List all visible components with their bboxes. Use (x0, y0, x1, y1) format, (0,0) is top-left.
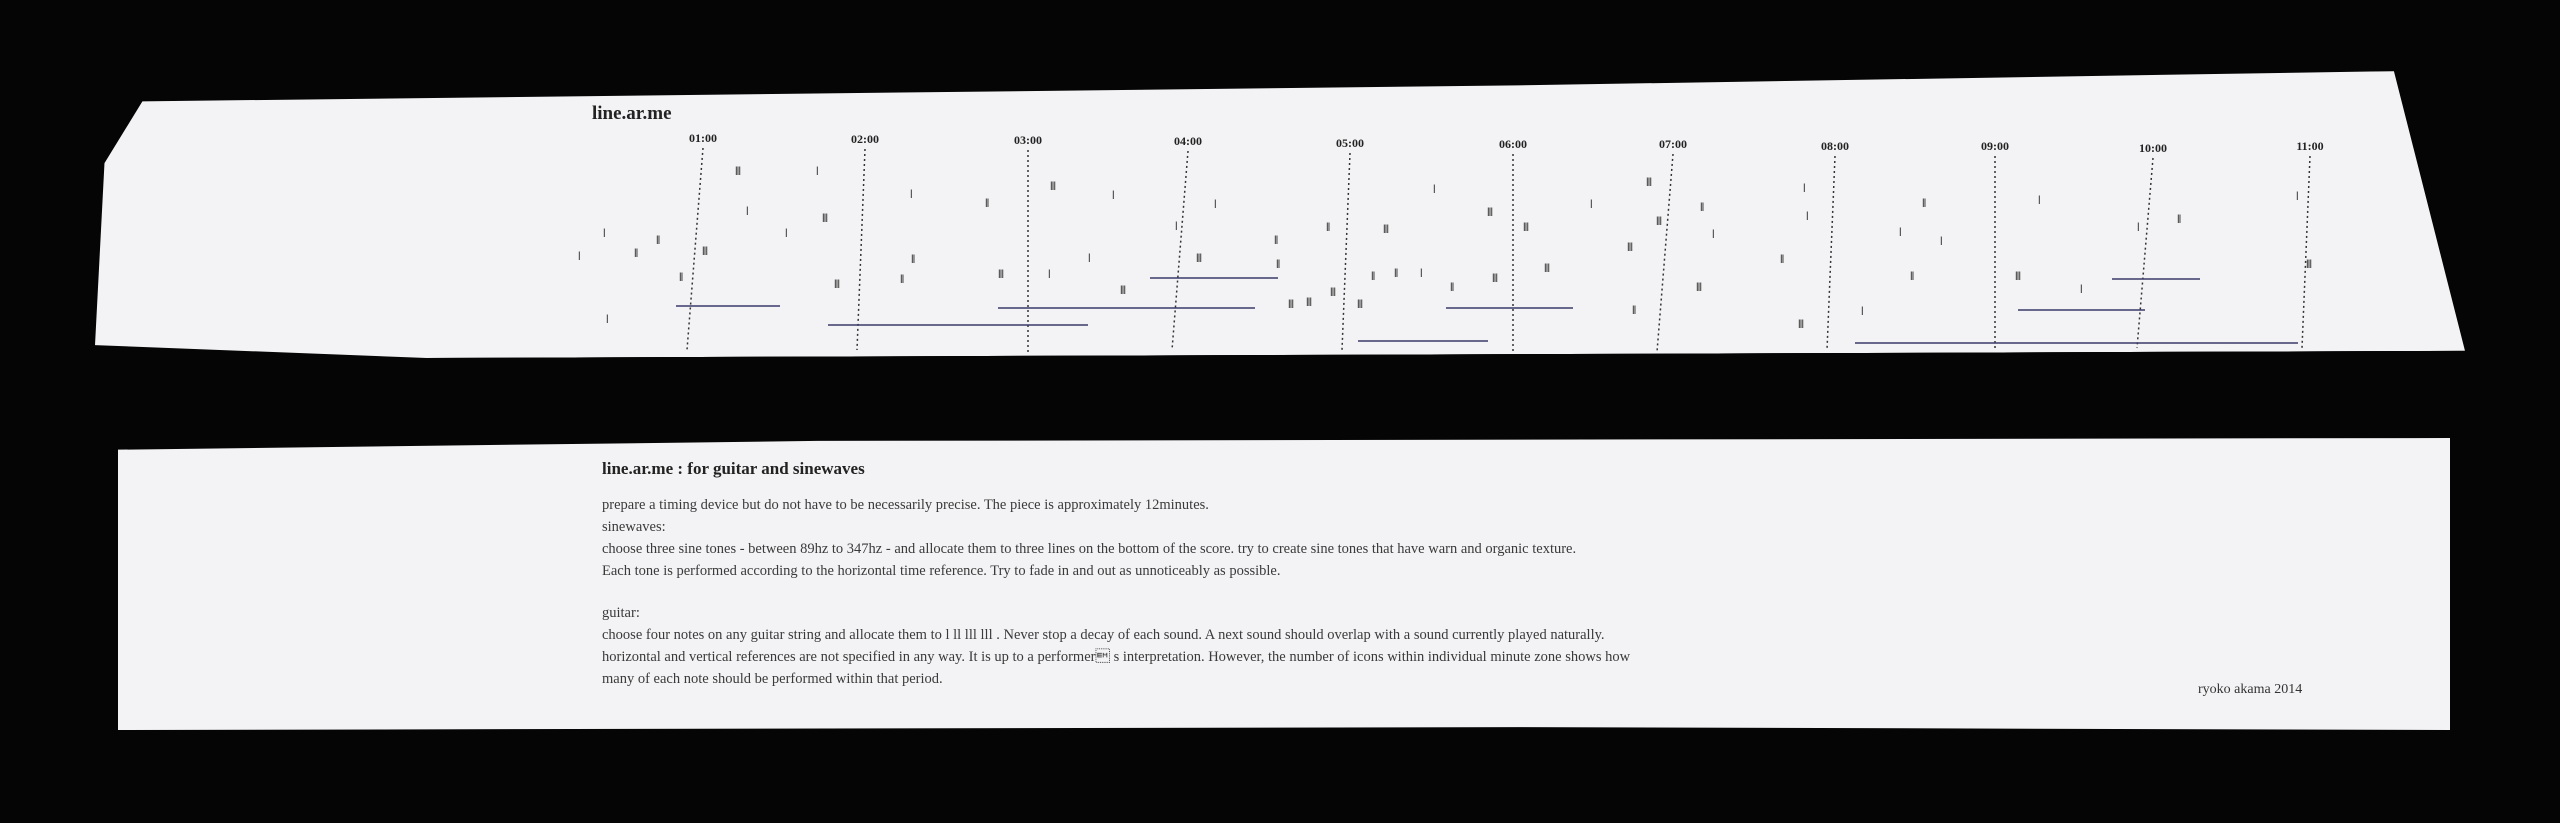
guitar-note-marker: lll (1306, 295, 1311, 309)
guitar-note-marker: lll (702, 244, 707, 258)
guitar-note-marker: l (816, 164, 818, 178)
guitar-note-marker: l (1433, 182, 1435, 196)
guitar-note-marker: l (746, 204, 748, 218)
guitar-note-marker: l (1940, 234, 1942, 248)
guitar-note-marker: lll (998, 267, 1003, 281)
guitar-note-marker: lll (1120, 283, 1125, 297)
guitar-note-marker: l (578, 249, 580, 263)
time-mark-label: 05:00 (1336, 136, 1364, 150)
time-mark-label: 09:00 (1981, 139, 2009, 153)
guitar-note-marker: ll (656, 233, 660, 247)
guitar-note-marker: lll (834, 277, 839, 291)
guitar-note-marker: l (2038, 193, 2040, 207)
guitar-note-marker: ll (1276, 257, 1280, 271)
instruction-line: Each tone is performed according to the horizontal time reference. Try to fade in and out as unnoticeably as possible. (602, 563, 1281, 579)
guitar-note-marker: lll (1050, 179, 1055, 193)
guitar-note-marker: l (1590, 197, 1592, 211)
guitar-note-marker: lll (822, 211, 827, 225)
time-divider-line (1342, 153, 1350, 350)
guitar-note-marker: lll (1487, 205, 1492, 219)
guitar-note-marker: lll (1357, 297, 1362, 311)
guitar-note-marker: ll (1780, 252, 1784, 266)
instruction-line: prepare a timing device but do not have to be necessarily precise. The piece is approximately 12minutes. (602, 497, 1209, 513)
time-divider-line (1827, 156, 1835, 350)
guitar-note-marker: l (606, 312, 608, 326)
time-divider-line (2302, 156, 2310, 348)
guitar-note-marker: l (1088, 251, 1090, 265)
guitar-note-marker: l (785, 226, 787, 240)
guitar-note-marker: l (1712, 227, 1714, 241)
guitar-note-marker: l (1112, 188, 1114, 202)
guitar-note-marker: ll (634, 246, 638, 260)
guitar-note-marker: lll (1798, 317, 1803, 331)
guitar-note-marker: l (910, 187, 912, 201)
guitar-note-marker: ll (911, 252, 915, 266)
instruction-line: choose three sine tones - between 89hz to 347hz - and allocate them to three lines on the bottom of the score. try to create sine tones that have warn and organic texture. (602, 541, 1577, 557)
guitar-note-marker: ll (1910, 269, 1914, 283)
time-mark-label: 08:00 (1821, 139, 1849, 153)
time-divider-line (2137, 158, 2153, 348)
score-title: line.ar.me (592, 103, 672, 124)
guitar-note-marker: lll (735, 164, 740, 178)
composer-signature: ryoko akama 2014 (2198, 682, 2303, 697)
time-mark-label: 11:00 (2296, 139, 2324, 153)
time-mark-label: 07:00 (1659, 137, 1687, 151)
guitar-note-marker: lll (1656, 214, 1661, 228)
guitar-note-marker: ll (1450, 280, 1454, 294)
guitar-note-marker: l (1048, 267, 1050, 281)
time-divider-line (1657, 154, 1673, 352)
guitar-note-marker: ll (985, 196, 989, 210)
guitar-note-marker: lll (1492, 271, 1497, 285)
guitar-note-marker: lll (2015, 269, 2020, 283)
time-mark-label: 06:00 (1499, 137, 1527, 151)
time-mark-label: 03:00 (1014, 133, 1042, 147)
guitar-note-marker: ll (1700, 200, 1704, 214)
guitar-note-marker: l (2137, 220, 2139, 234)
guitar-note-marker: ll (1394, 266, 1398, 280)
time-mark-label: 10:00 (2139, 141, 2167, 155)
guitar-note-marker: lll (1288, 297, 1293, 311)
instruction-line: horizontal and vertical references are not specified in any way. It is up to a performer s interpretation. However, the number of icons within individual minute zone shows how (602, 649, 1631, 665)
guitar-note-marker: lll (1544, 261, 1549, 275)
instruction-line: choose four notes on any guitar string and allocate them to l ll lll lll . Never stop a decay of each sound. A next sound should overlap with a sound currently played naturally. (602, 627, 1605, 643)
instruction-line: guitar: (602, 605, 640, 621)
guitar-note-marker: ll (1922, 196, 1926, 210)
guitar-note-marker: ll (1274, 233, 1278, 247)
guitar-note-marker: ll (1326, 220, 1330, 234)
time-mark-label: 04:00 (1174, 134, 1202, 148)
time-divider-line (687, 148, 703, 350)
guitar-note-marker: l (1806, 209, 1808, 223)
instructions-title: line.ar.me : for guitar and sinewaves (602, 459, 865, 478)
guitar-note-marker: l (2080, 282, 2082, 296)
time-mark-label: 01:00 (689, 131, 717, 145)
time-mark-label: 02:00 (851, 132, 879, 146)
guitar-note-marker: lll (2306, 257, 2311, 271)
guitar-note-marker: l (1899, 225, 1901, 239)
guitar-note-marker: ll (679, 270, 683, 284)
guitar-note-marker: l (1861, 304, 1863, 318)
guitar-note-marker: lll (1627, 240, 1632, 254)
instruction-line: many of each note should be performed within that period. (602, 671, 943, 687)
guitar-note-marker: lll (1523, 220, 1528, 234)
guitar-note-marker: ll (1632, 303, 1636, 317)
guitar-note-marker: ll (2177, 212, 2181, 226)
guitar-note-marker: l (1175, 219, 1177, 233)
guitar-note-marker: ll (900, 272, 904, 286)
instructions-text (602, 458, 2382, 690)
time-divider-line (1172, 151, 1188, 350)
guitar-note-marker: l (603, 226, 605, 240)
guitar-note-marker: l (1420, 266, 1422, 280)
guitar-note-marker: lll (1646, 175, 1651, 189)
guitar-note-marker: l (1803, 181, 1805, 195)
guitar-note-marker: l (2296, 189, 2298, 203)
guitar-note-marker: l (1214, 197, 1216, 211)
time-divider-line (857, 149, 865, 350)
guitar-note-marker: lll (1383, 222, 1388, 236)
guitar-note-marker: lll (1196, 251, 1201, 265)
guitar-note-marker: ll (1371, 269, 1375, 283)
guitar-note-marker: lll (1696, 280, 1701, 294)
instruction-line: sinewaves: (602, 519, 666, 535)
guitar-note-marker: lll (1330, 285, 1335, 299)
